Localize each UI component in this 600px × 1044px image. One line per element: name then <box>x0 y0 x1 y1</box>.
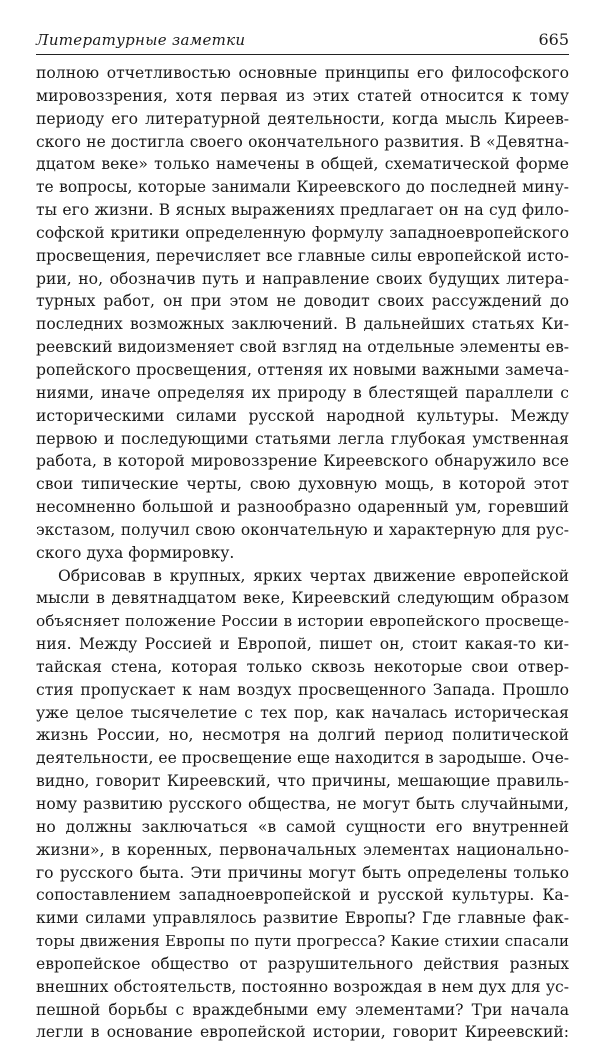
text-line: экстазом, получил свою окончательную и характерную для рус- <box>36 520 569 539</box>
text-line: жизни», в коренных, первоначальных элементах национально- <box>36 840 569 859</box>
text-line: свои типические черты, свою духовную мощь, в которой этот <box>36 475 569 494</box>
text-line: но должны заключаться «в самой сущности его внутренней <box>36 817 569 836</box>
text-line: софской критики определенную формулу западноевропейского <box>36 223 569 242</box>
text-line: пешной борьбы с враждебными ему элементами? Три начала <box>36 1000 569 1019</box>
text-line: ты его жизни. В ясных выражениях предлагает он на суд фило- <box>36 201 569 220</box>
text-line: реевский видоизменяет свой взгляд на отдельные элементы ев- <box>36 338 569 357</box>
text-line: торы движения Европы по пути прогресса? Какие стихии спасали <box>36 932 569 951</box>
text-line: уже целое тысячелетие с тех пор, как началась историческая <box>36 703 569 722</box>
text-line: ского духа формировку. <box>36 543 235 562</box>
text-line: несомненно большой и разнообразно одаренный ум, горевший <box>36 498 569 517</box>
text-line: полною отчетливостью основные принципы его философского <box>36 64 569 82</box>
text-line: видно, говорит Киреевский, что причины, мешающие правиль- <box>36 772 569 791</box>
text-line: историческими силами русской народной культуры. Между <box>36 406 569 425</box>
text-line: турных работ, он при этом не доводит своих рассуждений до <box>36 292 569 311</box>
text-line: го русского быта. Эти причины могут быть определены только <box>36 863 569 882</box>
running-header-title: Литературные заметки <box>36 31 246 49</box>
text-line: ского не достигла своего окончательного развития. В «Девятна- <box>36 132 569 151</box>
text-line: сопоставлением западноевропейской и русской культуры. Ка- <box>36 886 569 905</box>
text-line: ному развитию русского общества, не могут быть случайными, <box>36 795 569 813</box>
text-line: ропейского просвещения, оттеняя их новыми важными замеча- <box>36 360 569 379</box>
text-line: внешних обстоятельств, постоянно возрождая в нем дух для ус- <box>36 977 569 996</box>
text-line: мысли в девятнадцатом веке, Киреевский следующим образом <box>36 589 569 608</box>
text-line: последних возможных заключений. В дальнейших статьях Ки- <box>36 315 569 334</box>
running-header <box>36 30 569 55</box>
page-number: 665 <box>538 30 569 49</box>
text-line: тайская стена, которая только сквозь некоторые свои отвер- <box>36 657 569 676</box>
text-line: первою и последующими статьями легла глубокая умственная <box>36 429 569 448</box>
text-line: кими силами управлялось развитие Европы? Где главные фак- <box>36 909 569 928</box>
text-line: объясняет положение России в истории европейского просвеще- <box>36 612 569 631</box>
text-line: периоду его литературной деятельности, когда мысль Киреев- <box>36 109 569 128</box>
text-line: мировоззрения, хотя первая из этих статей относится к тому <box>36 86 569 105</box>
text-line: те вопросы, которые занимали Киреевского до последней мину- <box>36 178 569 197</box>
text-line: рии, но, обозначив путь и направление своих будущих литера- <box>36 269 569 288</box>
text-line: жизнь России, но, несмотря на долгий период политической <box>36 726 569 745</box>
text-line: просвещения, перечисляет все главные силы европейской исто- <box>36 246 569 265</box>
text-line: дцатом веке» только намечены в общей, схематической форме <box>36 155 569 174</box>
book-page <box>36 30 569 1044</box>
paragraph <box>36 565 569 1044</box>
text-line: Обрисовав в крупных, ярких чертах движение европейской <box>58 566 569 585</box>
text-line: деятельности, ее просвещение еще находится в зародыше. Оче- <box>36 749 570 768</box>
text-line: работа, в которой мировоззрение Киреевского обнаружило все <box>36 452 569 471</box>
paragraph <box>36 62 569 565</box>
text-line: стия пропускает к нам воздух просвещенного Запада. Прошло <box>36 680 569 699</box>
text-line: европейское общество от разрушительного действия разных <box>36 954 569 973</box>
text-line: ниями, иначе определяя их природу в блестящей параллели с <box>36 383 569 402</box>
text-line: легли в основание европейской истории, говорит Киреевский: <box>36 1023 569 1042</box>
text-line: ния. Между Россией и Европой, пишет он, стоит какая-то ки- <box>36 635 569 654</box>
